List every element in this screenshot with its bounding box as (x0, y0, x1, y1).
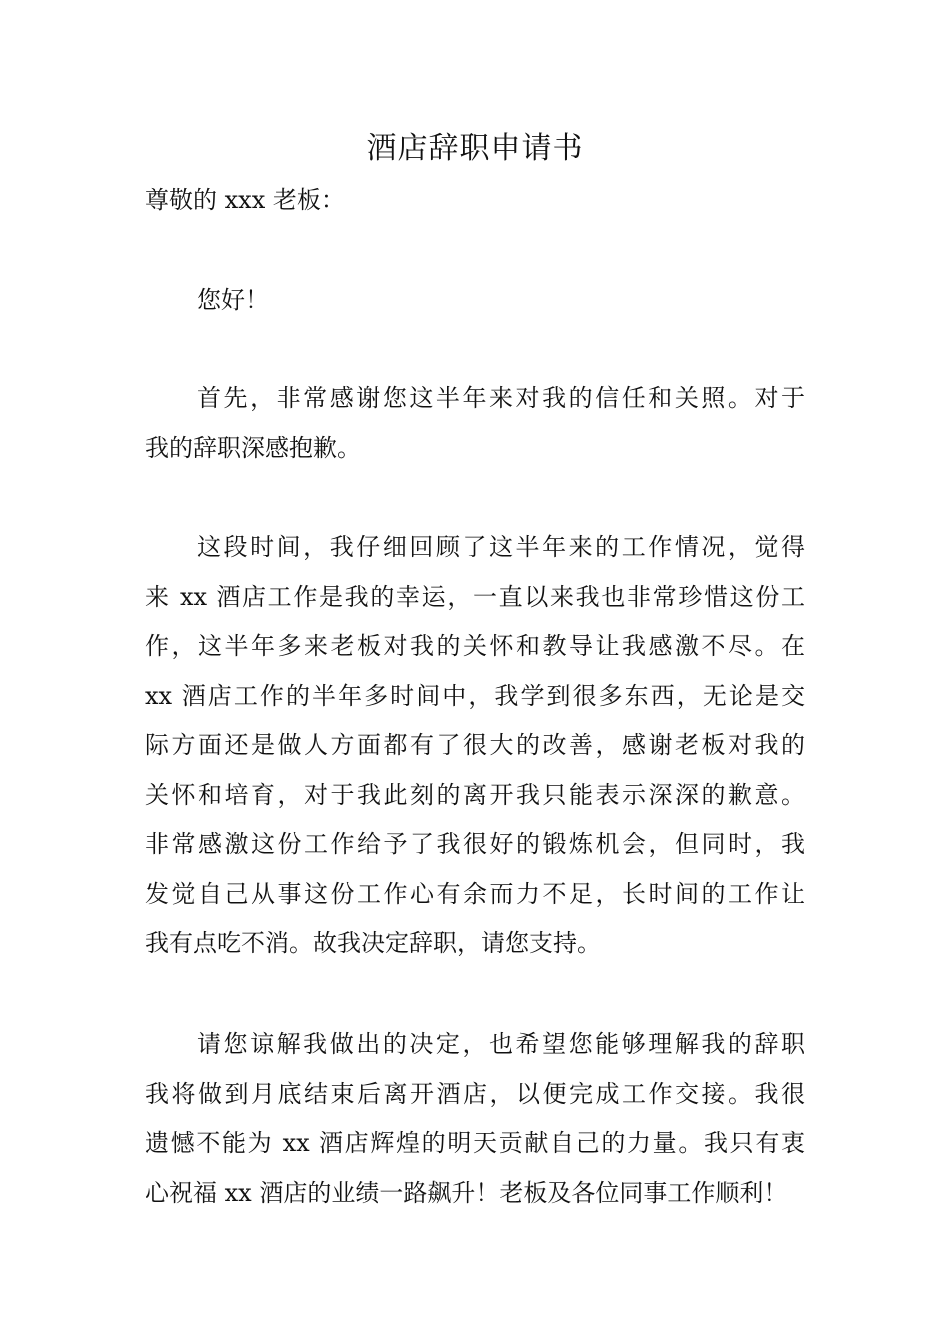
paragraph-line: 心祝福 xx 酒店的业绩一路飙升！老板及各位同事工作顺利！ (145, 1178, 788, 1207)
paragraph-line: 遗憾不能为 xx 酒店辉煌的明天贡献自己的力量。我只有衷 (145, 1129, 805, 1157)
paragraph-line: 发觉自己从事这份工作心有余而力不足，长时间的工作让 (145, 879, 805, 908)
paragraph-line: 关怀和培育，对于我此刻的离开我只能表示深深的歉意。 (145, 780, 805, 809)
paragraph-line: 这段时间，我仔细回顾了这半年来的工作情况，觉得 (197, 533, 805, 561)
paragraph-line: 非常感激这份工作给予了我很好的锻炼机会，但同时，我 (145, 830, 805, 858)
paragraph-closing (145, 1020, 805, 1218)
greeting: 您好！ (197, 286, 269, 314)
paragraph-line: 我有点吃不消。故我决定辞职，请您支持。 (145, 929, 601, 957)
paragraph-line: 来 xx 酒店工作是我的幸运，一直以来我也非常珍惜这份工 (145, 582, 805, 611)
paragraph-reflection (145, 523, 805, 969)
paragraph-line: xx 酒店工作的半年多时间中，我学到很多东西，无论是交 (145, 681, 805, 710)
paragraph-line: 请您谅解我做出的决定，也希望您能够理解我的辞职 (197, 1030, 805, 1058)
paragraph-line: 我将做到月底结束后离开酒店，以便完成工作交接。我很 (145, 1079, 805, 1108)
document-title: 酒店辞职申请书 (366, 131, 584, 166)
salutation: 尊敬的 xxx 老板： (145, 186, 345, 214)
paragraph-line: 际方面还是做人方面都有了很大的改善，感谢老板对我的 (145, 731, 805, 759)
paragraph-line: 我的辞职深感抱歉。 (145, 433, 361, 462)
paragraph-line: 首先，非常感谢您这半年来对我的信任和关照。对于 (197, 384, 805, 412)
paragraph-line: 作，这半年多来老板对我的关怀和教导让我感激不尽。在 (145, 632, 805, 660)
paragraph-thanks (145, 374, 805, 473)
